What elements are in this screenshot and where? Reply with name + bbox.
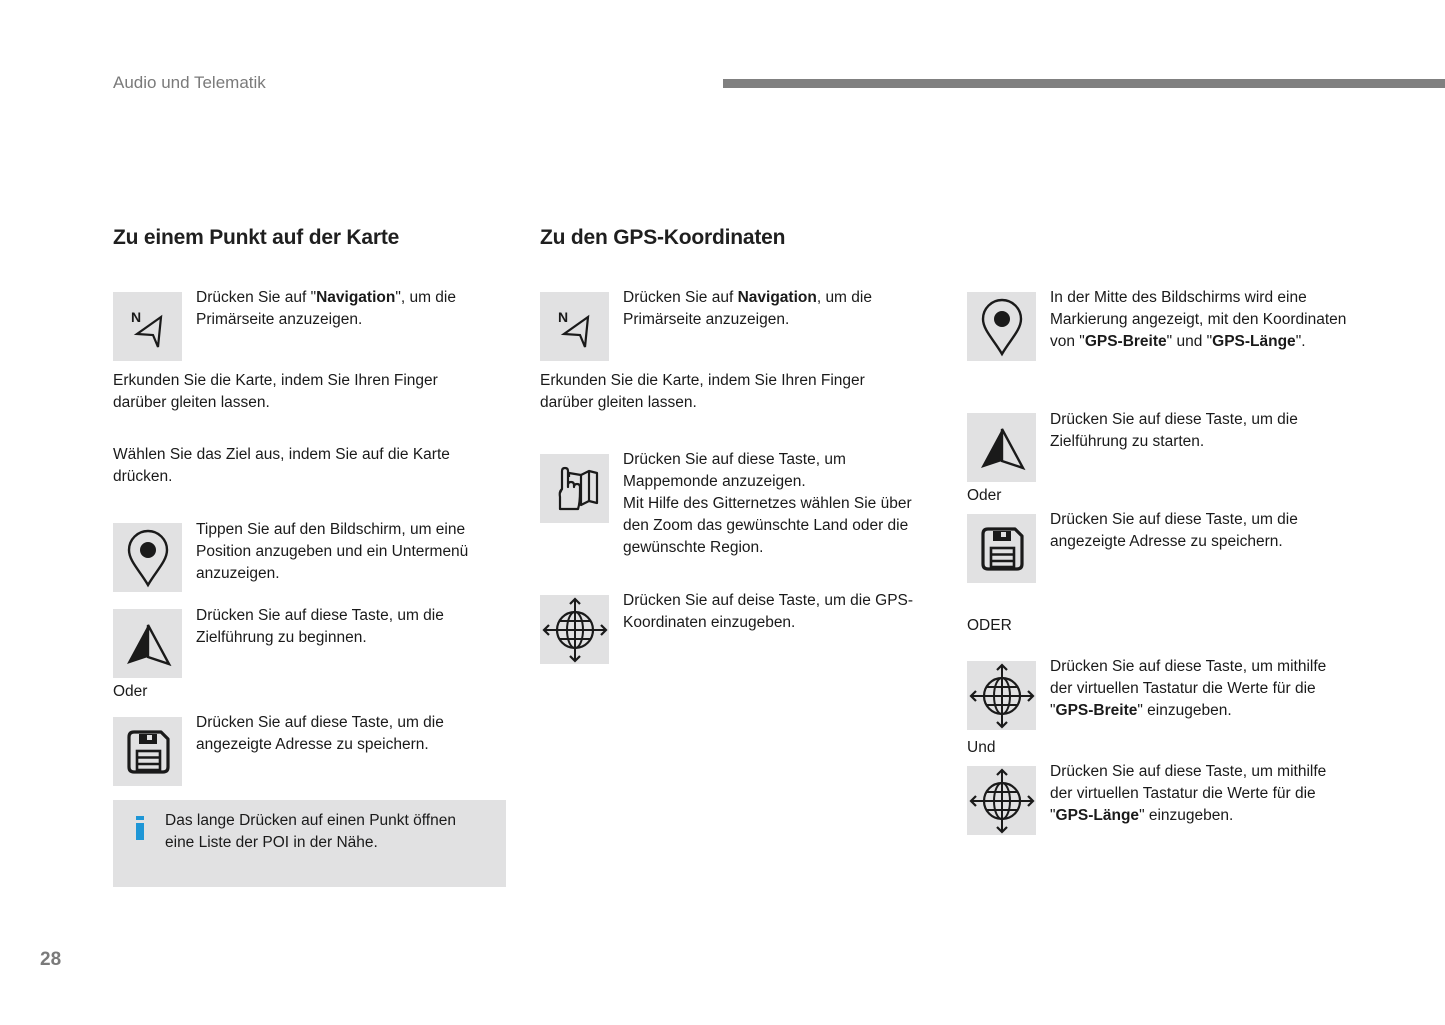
map-pin-icon xyxy=(977,296,1027,358)
guidance-arrow-icon xyxy=(123,619,173,669)
svg-text:N: N xyxy=(130,308,141,325)
gps-globe-icon xyxy=(542,597,608,663)
separator-oder-upper: ODER xyxy=(967,617,1012,634)
save-icon xyxy=(977,524,1027,574)
header-bar xyxy=(723,79,1445,88)
world-map-icon xyxy=(549,463,601,515)
instruction-world-map-line2: Mit Hilfe des Gitternetzes wählen Sie über den Zoom das gewünschte Land oder die gewünschte Region. xyxy=(623,495,912,556)
info-text: Das lange Drücken auf einen Punkt öffnen eine Liste der POI in der Nähe. xyxy=(165,812,456,851)
separator-oder: Oder xyxy=(113,683,148,700)
map-pin-button xyxy=(113,523,182,592)
separator-und: Und xyxy=(967,739,996,756)
page-number: 28 xyxy=(40,949,62,970)
instruction-world-map-line1: Drücken Sie auf diese Taste, um Mappemonde anzuzeigen. xyxy=(623,451,846,490)
start-guidance-button xyxy=(113,609,182,678)
column-title-gps: Zu den GPS-Koordinaten xyxy=(540,226,786,249)
map-pin-icon xyxy=(123,527,173,589)
gps-coordinates-button xyxy=(540,595,609,664)
section-label: Audio und Telematik xyxy=(113,73,266,92)
gps-globe-icon xyxy=(969,663,1035,729)
navigation-button xyxy=(540,292,609,361)
start-guidance-button xyxy=(967,413,1036,482)
gps-globe-icon xyxy=(969,768,1035,834)
instruction-save-address: Drücken Sie auf diese Taste, um die angezeigte Adresse zu speichern. xyxy=(196,714,444,753)
instruction-navigation: Drücken Sie auf Navigation, um die Primärseite anzuzeigen. xyxy=(623,289,872,328)
separator-oder: Oder xyxy=(967,487,1002,504)
gps-longitude-button xyxy=(967,766,1036,835)
instruction-enter-longitude: Drücken Sie auf diese Taste, um mithilfe der virtuellen Tastatur die Werte für die "GPS-Länge" einzugeben. xyxy=(1050,763,1327,824)
svg-text:N: N xyxy=(557,308,568,325)
navigation-icon xyxy=(123,302,173,352)
save-button xyxy=(967,514,1036,583)
info-icon xyxy=(136,816,144,840)
instruction-enter-gps: Drücken Sie auf deise Taste, um die GPS-Koordinaten einzugeben. xyxy=(623,592,914,631)
guidance-arrow-icon xyxy=(977,423,1027,473)
column-title-map-point: Zu einem Punkt auf der Karte xyxy=(113,226,400,249)
instruction-enter-latitude: Drücken Sie auf diese Taste, um mithilfe der virtuellen Tastatur die Werte für die "GPS-Breite" einzugeben. xyxy=(1050,658,1327,719)
instruction-explore-map: Erkunden Sie die Karte, indem Sie Ihren Finger darüber gleiten lassen. xyxy=(113,372,438,411)
map-pin-button xyxy=(967,292,1036,361)
instruction-navigation: Drücken Sie auf "Navigation", um die Primärseite anzuzeigen. xyxy=(196,289,456,328)
instruction-save-address: Drücken Sie auf diese Taste, um die angezeigte Adresse zu speichern. xyxy=(1050,511,1298,550)
navigation-button xyxy=(113,292,182,361)
save-button xyxy=(113,717,182,786)
instruction-select-destination: Wählen Sie das Ziel aus, indem Sie auf die Karte drücken. xyxy=(113,446,450,485)
instruction-marker-coordinates: In der Mitte des Bildschirms wird eine Markierung angezeigt, mit den Koordinaten von "GPS-Breite" und "GPS-Länge". xyxy=(1050,289,1347,350)
instruction-start-guidance: Drücken Sie auf diese Taste, um die Zielführung zu starten. xyxy=(1050,411,1298,450)
info-note xyxy=(113,800,506,887)
instruction-explore-map: Erkunden Sie die Karte, indem Sie Ihren Finger darüber gleiten lassen. xyxy=(540,372,865,411)
gps-latitude-button xyxy=(967,661,1036,730)
instruction-start-guidance: Drücken Sie auf diese Taste, um die Zielführung zu beginnen. xyxy=(196,607,444,646)
instruction-show-world-map xyxy=(623,449,943,559)
navigation-icon xyxy=(550,302,600,352)
instruction-tap-position: Tippen Sie auf den Bildschirm, um eine Position anzugeben und ein Untermenü anzuzeigen. xyxy=(196,521,469,582)
save-icon xyxy=(123,727,173,777)
world-map-button xyxy=(540,454,609,523)
